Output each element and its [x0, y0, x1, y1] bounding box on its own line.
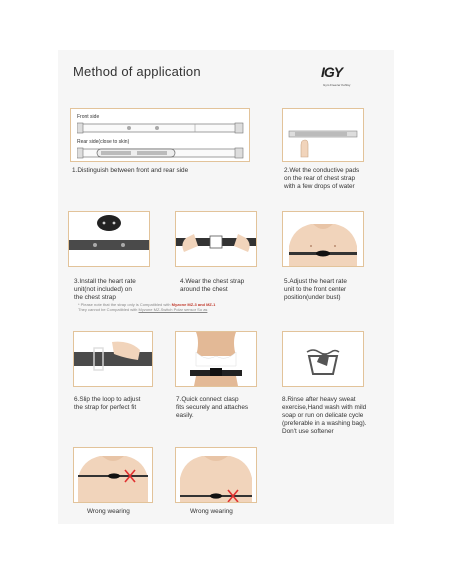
wrong-wearing-card-2 — [175, 447, 257, 503]
install-unit-card — [68, 211, 150, 267]
page-title: Method of application — [73, 64, 201, 79]
brand-logo — [321, 64, 369, 94]
step-6-caption: 6.Slip the loop to adjust the strap for perfect fit — [74, 396, 141, 411]
adjust-center-image — [283, 212, 363, 266]
step-5-caption: 5.Adjust the heart rate unit to the front center position(under bust) — [284, 278, 347, 301]
slip-loop-image — [74, 332, 152, 386]
rear-side-label: Rear side(close to skin) — [77, 139, 130, 145]
step-2-caption: 2.Wet the conductive pads on the rear of chest strap with a few drops of water — [284, 167, 360, 190]
step-3-caption: 3.Install the heart rate unit(not included) on the chest strap — [74, 278, 136, 301]
step-4-caption: 4.Wear the chest strap around the chest — [180, 278, 245, 293]
hand-wash-card — [282, 331, 364, 387]
compat-note-line-2 — [78, 307, 207, 312]
install-unit-image — [69, 212, 149, 266]
wear-strap-card — [175, 211, 257, 267]
hand-wash-icon — [283, 332, 363, 386]
front-side-label: Front side — [77, 114, 100, 120]
front-strap-image — [77, 122, 245, 134]
wrong-wearing-caption-2: Wrong wearing — [190, 508, 233, 515]
clasp-card — [175, 331, 257, 387]
adjust-center-card — [282, 211, 364, 267]
wear-strap-image — [176, 212, 256, 266]
logo-text: IGY — [321, 64, 343, 80]
wrong-wearing-caption-1: Wrong wearing — [87, 508, 130, 515]
rear-strap-image — [77, 147, 245, 159]
wrong-wearing-card-1 — [73, 447, 153, 503]
step-8-caption: 8.Rinse after heavy sweat exercise,Hand wash with mild soap or run on delicate cycle (preferable in a washing bag). Don't use softener — [282, 396, 367, 435]
wrong-wearing-image-1 — [74, 448, 152, 502]
wrong-wearing-image-2 — [176, 448, 256, 502]
front-rear-card — [70, 108, 250, 162]
step-7-caption: 7.Quick connect clasp fits securely and attaches easily. — [176, 396, 249, 419]
wet-pads-image — [283, 109, 363, 161]
wet-pads-card — [282, 108, 364, 162]
clasp-image — [176, 332, 256, 386]
compat-note-text: * Please note that the strap only is Compatibled with — [78, 302, 171, 307]
step-1-caption: 1.Distinguish between front and rear side — [72, 167, 189, 174]
slip-loop-card — [73, 331, 153, 387]
compat-note-highlight: Myzone MZ-3 and MZ-1 — [171, 302, 216, 307]
compat-note-text: They cannot be Compatibled with — [78, 307, 138, 312]
logo-tagline: Gym Freezer Kohlsy — [323, 83, 351, 87]
compat-note-highlight: Myzone MZ-Switch Polar sensor So as — [138, 307, 208, 312]
